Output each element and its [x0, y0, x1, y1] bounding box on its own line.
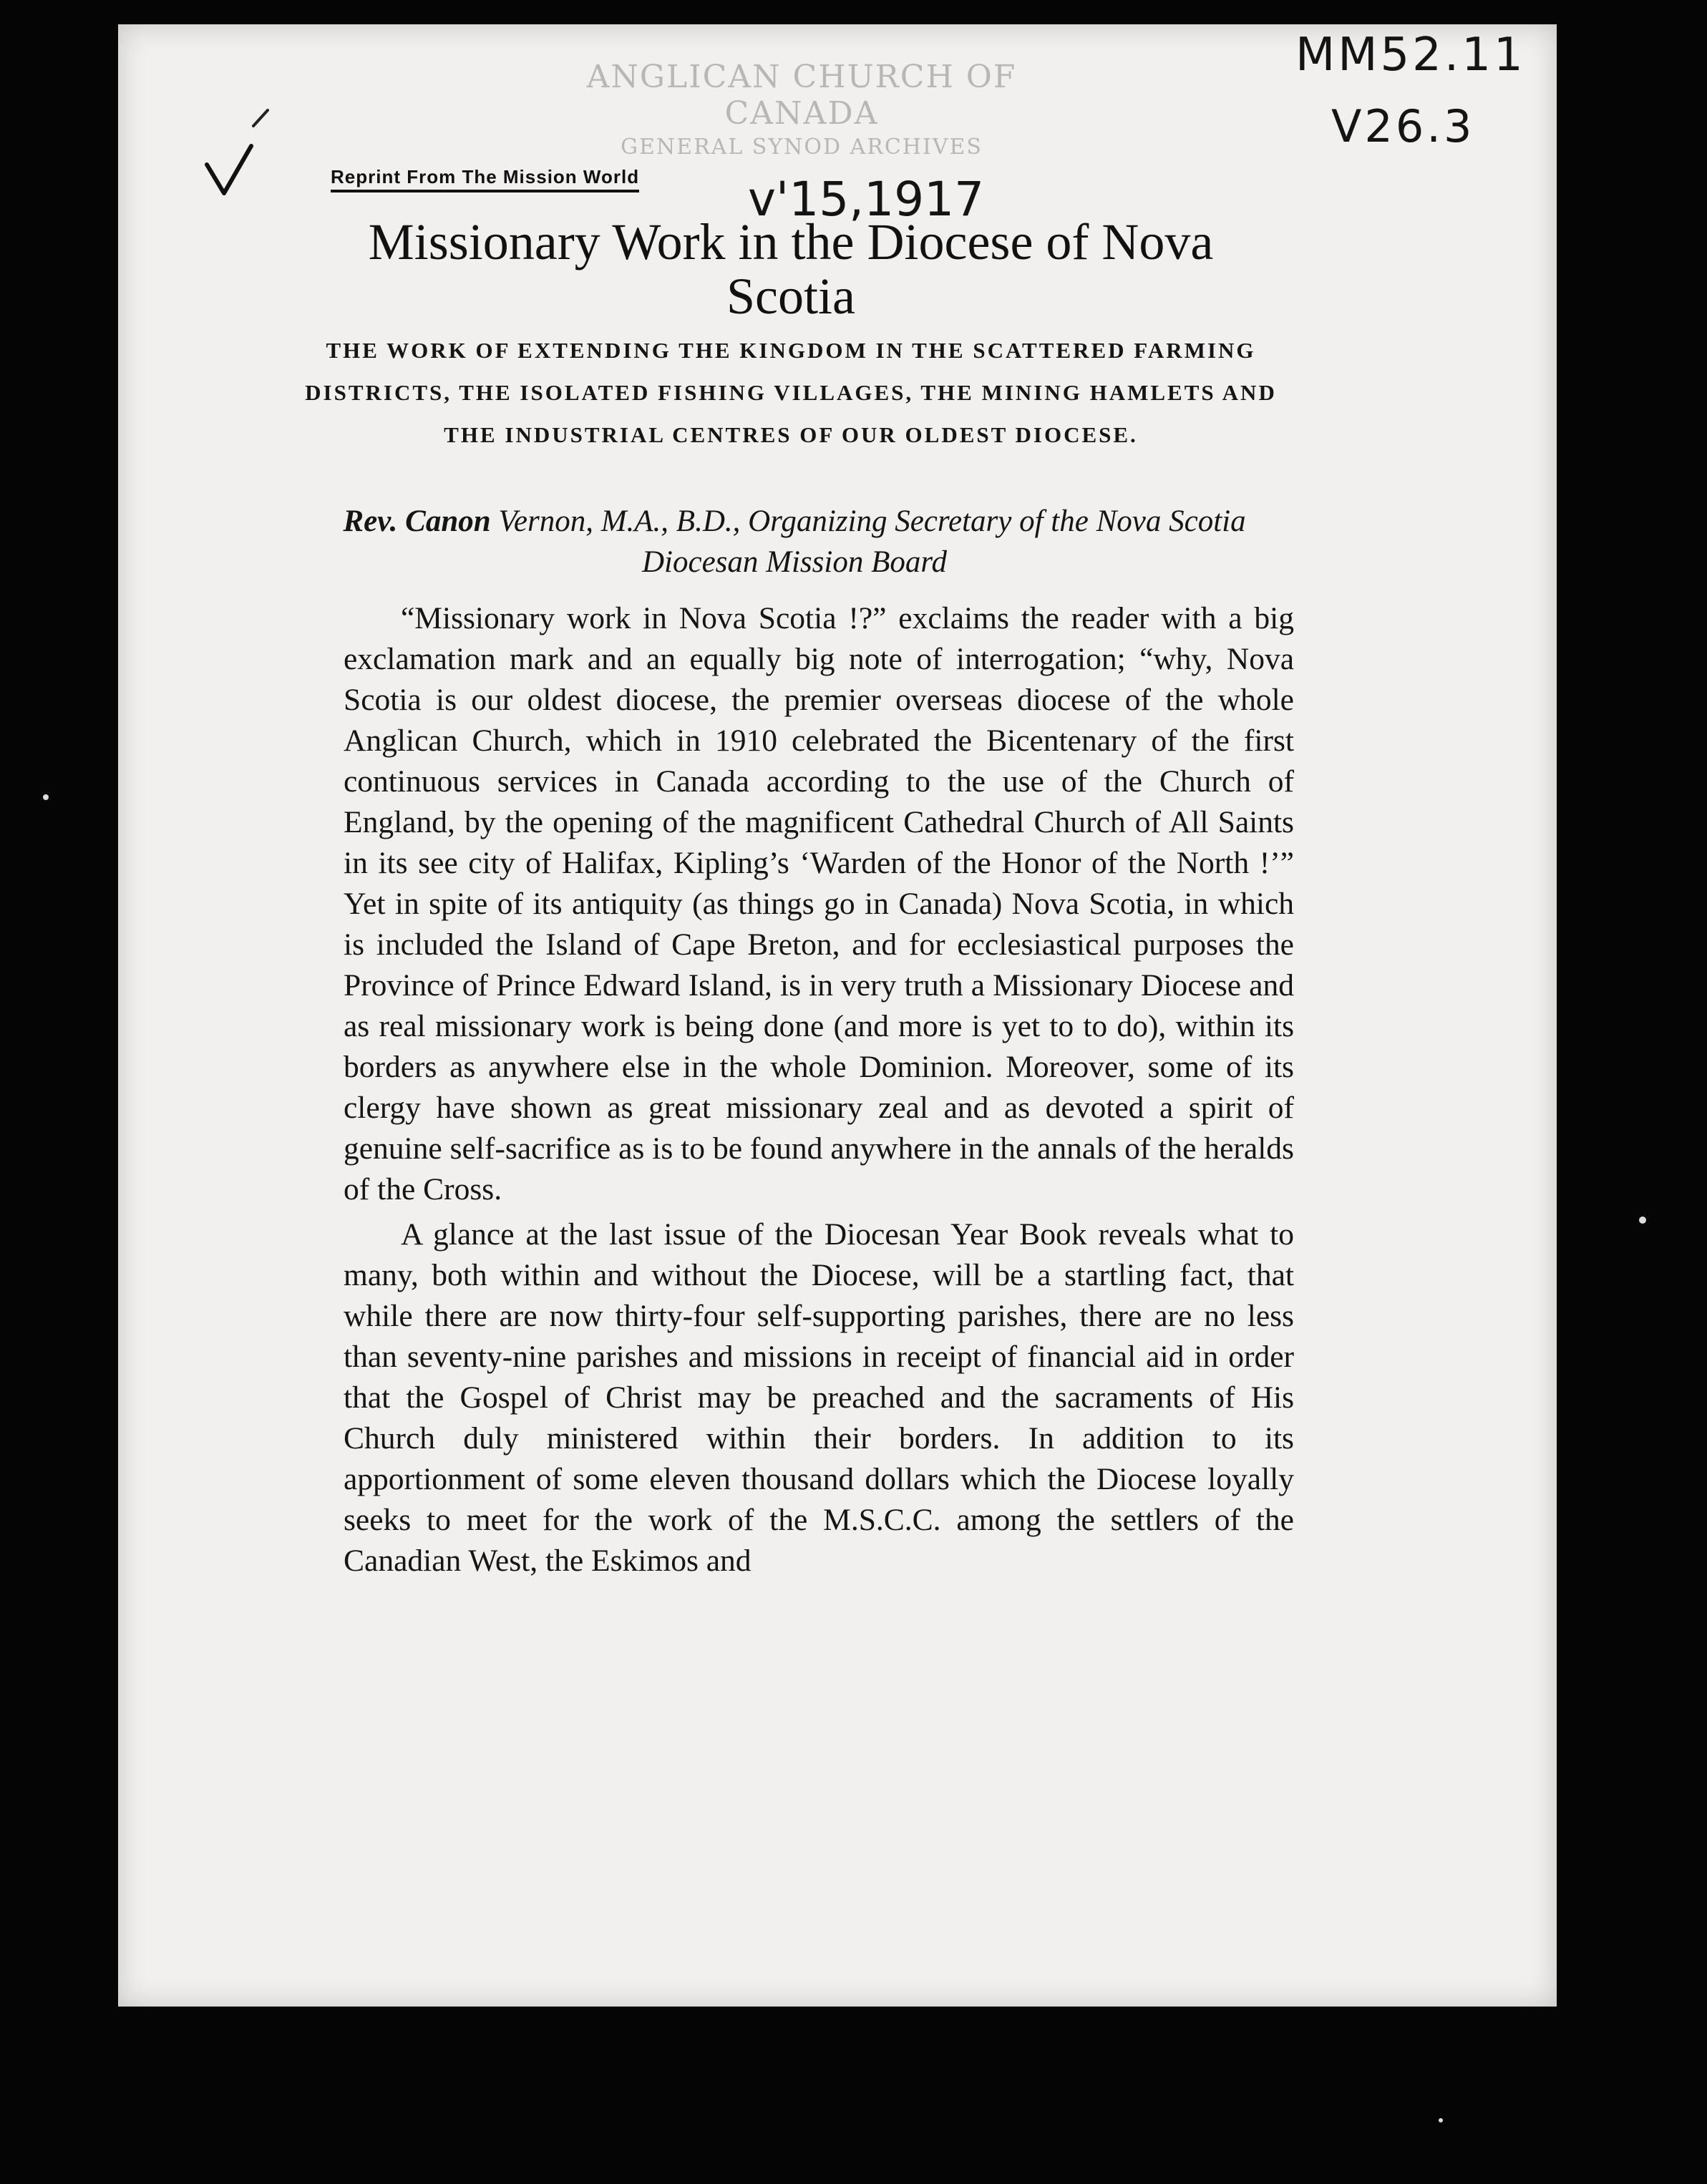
scan-speck	[1639, 1217, 1646, 1224]
pencil-mark-icon	[251, 107, 272, 129]
archive-stamp-line-1: ANGLICAN CHURCH OF CANADA	[586, 59, 1017, 132]
paragraph-1: “Missionary work in Nova Scotia !?” exclaims the reader with a big exclamation mark and an equally big note of interrogation; “why, Nova Scotia is our oldest diocese, the premier overseas diocese of the whole Anglican Church, which in 1910 celebrated the Bicentenary of the first continuous services in Canada according to the use of the Church of England, by the opening of the magnificent Cathedral Church of All Saints in its see city of Halifax, Kipling’s ‘Warden of the Honor of the North !’” Yet in spite of its antiquity (as things go in Canada) Nova Scotia, in which is included the Island of Cape Breton, and for ecclesiastical purposes the Province of Prince Edward Island, is in very truth a Missionary Diocese and as real missionary work is being done (and more is yet to to do), within its borders as anywhere else in the whole Dominion. Moreover, some of its clergy have shown as great missionary zeal and as devoted a spirit of genuine self-sacrifice as is to be found anywhere in the annals of the heralds of the Cross.	[344, 601, 1294, 1206]
archive-stamp	[530, 59, 1074, 160]
byline-title: Rev. Canon	[343, 504, 491, 538]
byline-details: Vernon, M.A., B.D., Organizing Secretary of the Nova Scotia Diocesan Mission Board	[498, 504, 1246, 579]
checkmark-icon	[204, 143, 254, 197]
article-subtitle: THE WORK OF EXTENDING THE KINGDOM IN THE SCATTERED FARMING DISTRICTS, THE ISOLATED FISHING VILLAGES, THE MINING HAMLETS AND THE INDUSTRIAL CENTRES OF OUR OLDEST DIOCESE.	[305, 338, 1277, 447]
scan-speck	[1439, 2118, 1443, 2122]
handwritten-reference-2: V26.3	[1331, 100, 1475, 152]
article-byline	[315, 501, 1274, 582]
article-body	[344, 598, 1294, 1581]
handwritten-reference-1: MM52.11	[1295, 29, 1526, 82]
article-title: Missionary Work in the Diocese of Nova Scotia	[368, 213, 1214, 325]
archive-stamp-line-2: GENERAL SYNOD ARCHIVES	[621, 135, 983, 160]
handwritten-date: v'15,1917	[748, 172, 985, 227]
scan-speck	[43, 794, 49, 800]
paragraph-2: A glance at the last issue of the Diocesan Year Book reveals what to many, both within and without the Diocese, will be a startling fact, that while there are now thirty-four self-supporting parishes, there are no less than seventy-nine parishes and missions in receipt of financial aid in order that the Gospel of Christ may be preached and the sacraments of His Church duly ministered within their borders. In addition to its apportionment of some eleven thousand dollars which the Diocese loyally seeks to meet for the work of the M.S.C.C. among the settlers of the Canadian West, the Eskimos and	[344, 1217, 1294, 1578]
reprint-notice: Reprint From The Mission World	[331, 166, 639, 192]
